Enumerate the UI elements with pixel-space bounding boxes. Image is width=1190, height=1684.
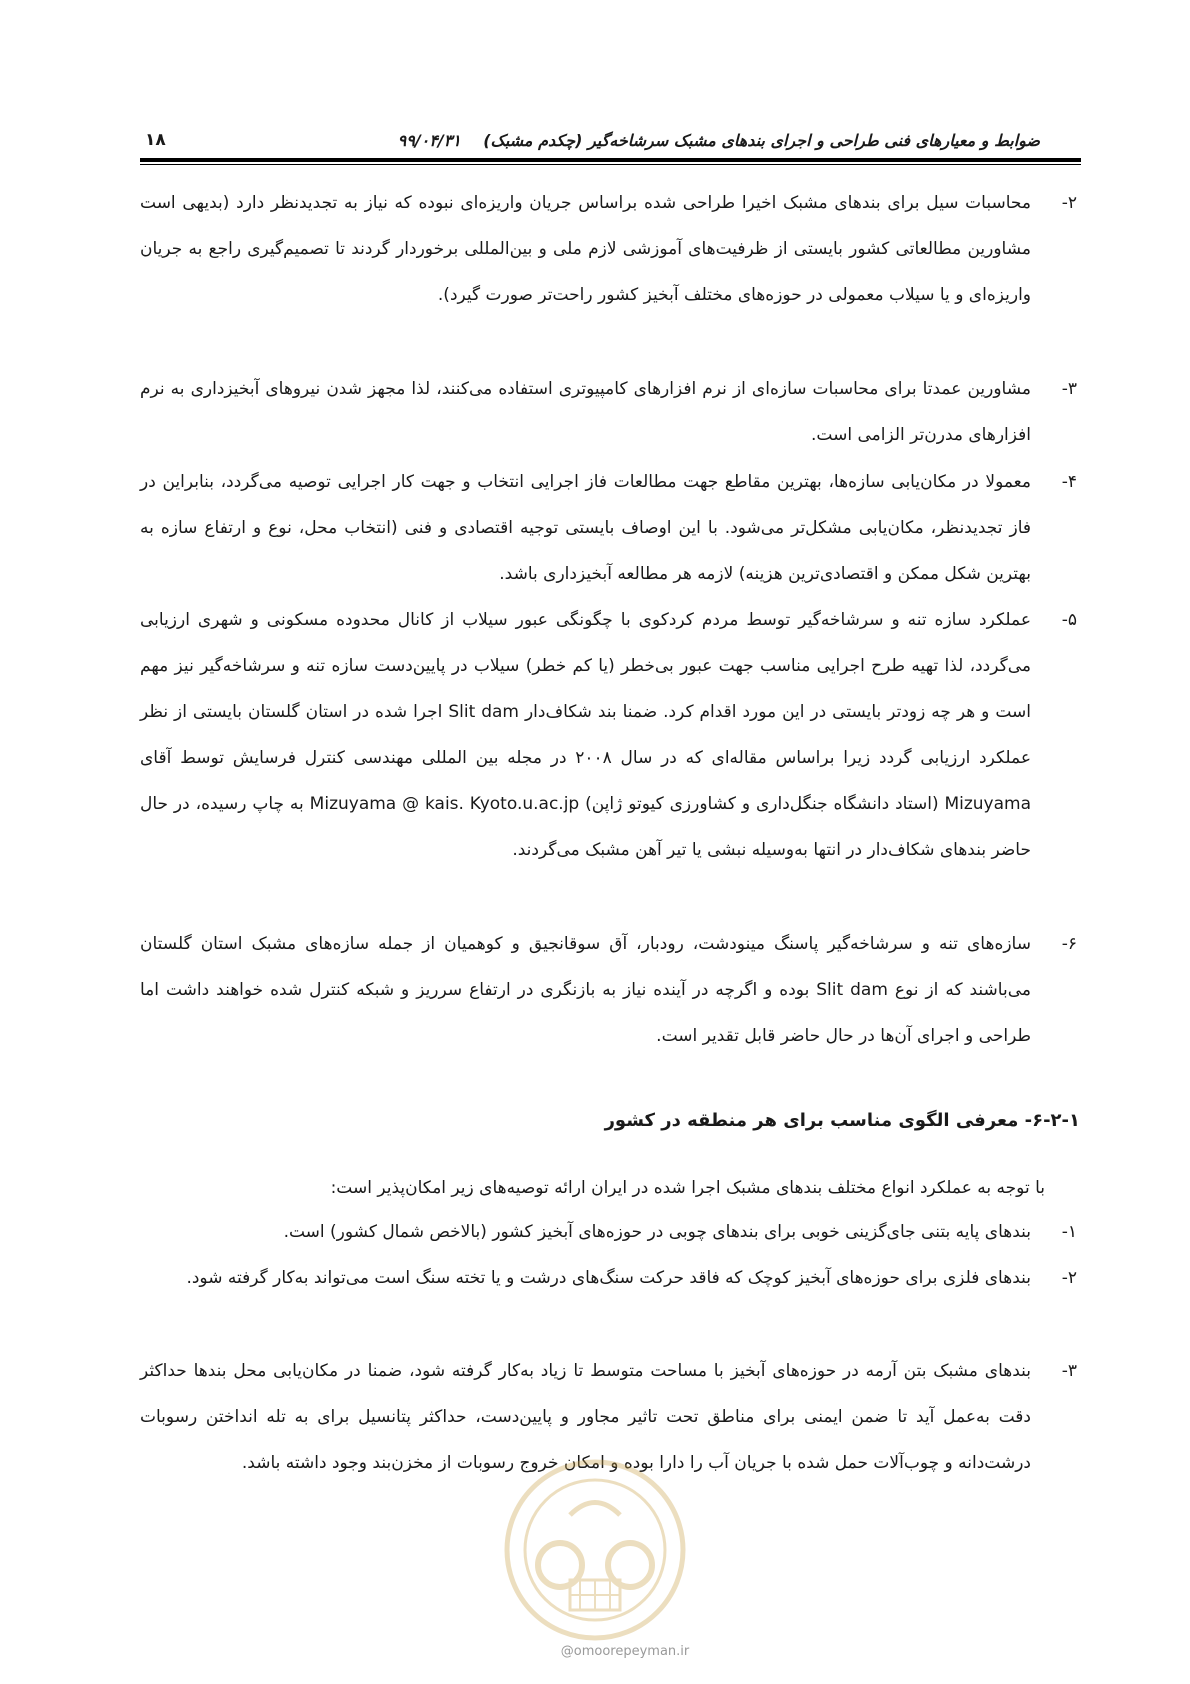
list-item-number: ۵- <box>1061 610 1077 630</box>
list-item <box>140 921 1077 1059</box>
list-item-text: سازه‌های تنه و سرشاخه‌گیر پاسنگ مینودشت، رودبار، آق سوقانجیق و کوهمیان از جمله سازه‌های مشبک استان گلستان می‌باشند که از نوع Slit dam بوده و اگرچه در آینده نیاز به بازنگری در ارتفاع سرریز و شبکه کنترل شده خواهند داشت اما طراحی و اجرای آن‌ها در حال حاضر قابل تقدیر است. <box>140 934 1031 1046</box>
header-date: ۹۹/۰۴/۳۱ <box>397 131 461 150</box>
list-item-number: ۳- <box>1061 1361 1077 1381</box>
list-item <box>140 180 1077 318</box>
seal-logo-icon <box>500 1455 690 1645</box>
list-item-text: معمولا در مکان‌یابی سازه‌ها، بهترین مقاطع جهت مطالعات فاز اجرایی انتخاب و جهت کار اجرایی توصیه می‌گردد، بنابراین در فاز تجدیدنظر، مکان‌یابی مشکل‌تر می‌شود. با این اوصاف بایستی توجیه اقتصادی و فنی (انتخاب محل، نوع و ارتفاع سازه به بهترین شکل ممکن و اقتصادی‌ترین هزینه) لازمه هر مطالعه آبخیزداری باشد. <box>140 472 1031 584</box>
list-item-text: مشاورین عمدتا برای محاسبات سازه‌ای از نرم افزارهای کامپیوتری استفاده می‌کنند، لذا مجهز شدن نیروهای آبخیزداری به نرم افزارهای مدرن‌تر الزامی است. <box>140 379 1031 445</box>
header-rule-thin <box>140 164 1081 165</box>
list-item <box>140 1255 1077 1301</box>
footer-website: @omoorepeyman.ir <box>560 1644 690 1659</box>
section-heading: ۶-۲-۱- معرفی الگوی مناسب برای هر منطقه در کشور <box>604 1110 1080 1131</box>
list-item-number: ۴- <box>1061 472 1077 492</box>
list-item-text: بندهای فلزی برای حوزه‌های آبخیز کوچک که فاقد حرکت سنگ‌های درشت و یا تخته سنگ است می‌تواند به‌کار گرفته شود. <box>186 1268 1031 1288</box>
list-item-text: عملکرد سازه تنه و سرشاخه‌گیر توسط مردم کردکوی با چگونگی عبور سیلاب از کانال محدوده مسکونی و شهری ارزیابی می‌گردد، لذا تهیه طرح اجرایی مناسب جهت عبور بی‌خطر (یا کم خطر) سیلاب در پایین‌دست سازه تنه و سرشاخه‌گیر نیز مهم است و هر چه زودتر بایستی در این مورد اقدام کرد. ضمنا بند شکاف‌دار Slit dam اجرا شده در استان گلستان بایستی از نظر عملکرد ارزیابی گردد زیرا براساس مقاله‌ای که در سال ۲۰۰۸ در مجله بین المللی مهندسی کنترل فرسایش توسط آقای Mizuyama (استاد دانشگاه جنگل‌داری و کشاورزی کیوتو ژاپن) Mizuyama @ kais. Kyoto.u.ac.jp به چاپ رسیده، در حال حاضر بندهای شکاف‌دار در انتها به‌وسیله نبشی یا تیر آهن مشبک می‌گردند. <box>140 610 1032 860</box>
header-rule <box>140 158 1081 162</box>
intro-paragraph: با توجه به عملکرد انواع مختلف بندهای مشبک اجرا شده در ایران ارائه توصیه‌های زیر امکان‌پذیر است: <box>330 1178 1045 1198</box>
header-title: ضوابط و معیارهای فنی طراحی و اجرای بندهای مشبک سرشاخه‌گیر (چکدم مشبک) <box>483 131 1040 150</box>
list-item <box>140 597 1077 873</box>
list-item <box>140 1209 1077 1255</box>
list-item-number: ۱- <box>1061 1222 1077 1242</box>
list-item-number: ۲- <box>1061 193 1077 213</box>
list-item-number: ۶- <box>1061 934 1077 954</box>
running-header <box>210 131 1040 150</box>
list-item-text: بندهای پایه بتنی جای‌گزینی خوبی برای بندهای چوبی در حوزه‌های آبخیز کشور (بالاخص شمال کشور) است. <box>283 1222 1031 1242</box>
list-item-text: محاسبات سیل برای بندهای مشبک اخیرا طراحی شده براساس جریان واریزه‌ای نبوده که نیاز به تجدیدنظر دارد (بدیهی است مشاورین مطالعاتی کشور بایستی از ظرفیت‌های آموزشی لازم ملی و بین‌المللی برخوردار گردند تا تصمیم‌گیری راجع به جریان واریزه‌ای و یا سیلاب معمولی در حوزه‌های مختلف آبخیز کشور راحت‌تر صورت گیرد). <box>140 193 1031 305</box>
page-number: ۱۸ <box>145 130 166 150</box>
list-item-number: ۳- <box>1061 379 1077 399</box>
list-item-number: ۲- <box>1061 1268 1077 1288</box>
list-item <box>140 459 1077 597</box>
list-item <box>140 366 1077 458</box>
list-item-text: بندهای مشبک بتن آرمه در حوزه‌های آبخیز با مساحت متوسط تا زیاد به‌کار گرفته شود، ضمنا در مکان‌یابی محل بندها حداکثر دقت به‌عمل آید تا ضمن ایمنی برای مناطق تحت تاثیر مجاور و پایین‌دست، حداکثر پتانسیل برای به تله انداختن رسوبات درشت‌دانه و چوب‌آلات حمل شده با جریان آب را دارا بوده و امکان خروج رسوبات از مخزن‌بند وجود داشته باشد. <box>140 1361 1031 1473</box>
